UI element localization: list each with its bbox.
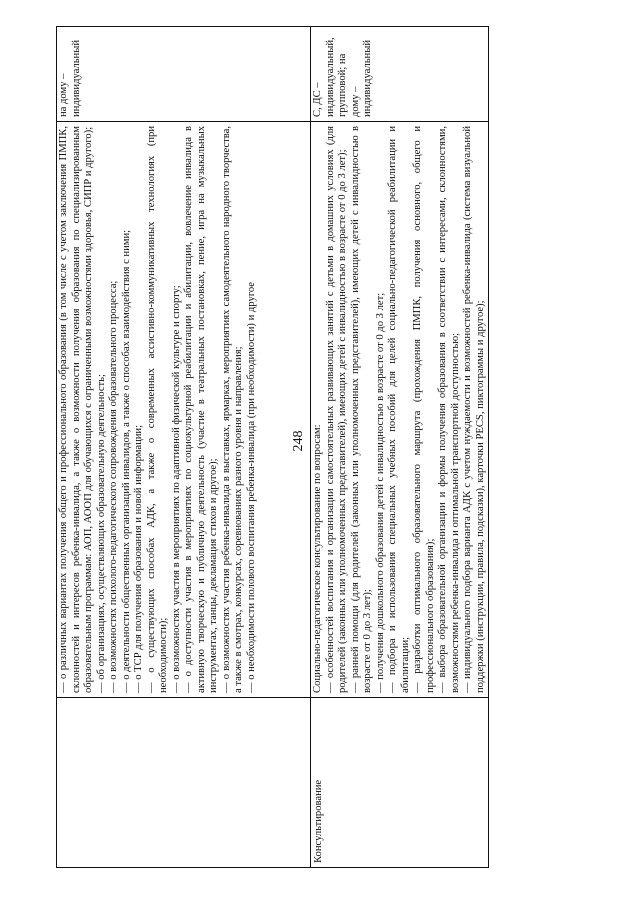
category-cell: Консультирование (311, 698, 489, 868)
content-line: — выбора образовательной организации и формы получения образования в соответствии с интересами, склонностями, возможностями ребенка-инвалида и оптимальной транспортной доступностью; (437, 126, 461, 693)
content-cell (311, 122, 489, 698)
content-line: — разработки оптимального образовательного маршрута (прохождения ПМПК, получения основного, общего и профессионального образования); (412, 126, 436, 693)
content-line: — о возможностях участия в мероприятиях по адаптивной физической культуре и спорту; (170, 285, 182, 693)
content-line: — о существующих способах АДК, а также о современных ассистивно-коммуникативных технологиях (при необходимости); (145, 126, 169, 693)
content-line: — о различных вариантах получения общего и профессионального образования (в том числе с учетом заключения ПМПК, склонностей и интересов ребенка-инвалида, а также о возможности получения образования по специализированным образовательным программам: АОП, АООП для обучающихся с ограниченными возможностями здоровья, СИПР и другого); (58, 126, 94, 693)
table-row (311, 27, 489, 868)
content-line: Социально-педагогическое консультирование по вопросам: (312, 424, 323, 693)
rotated-table-container (56, 26, 486, 868)
services-table (56, 26, 489, 868)
content-line: — о возможностях психолого-педагогического сопровождения образовательного процесса; (108, 280, 119, 693)
category-cell (57, 698, 311, 868)
content-line: — индивидуального подбора варианта АДК с учетом нуждаемости и возможностей ребенка-инвалида (система визуальной поддержки (инструкции, правила, подсказки), карточки PECS, пиктограммы и другое); (462, 126, 486, 693)
content-line: — об организациях, осуществляющих образовательную деятельность; (95, 374, 107, 693)
content-line: — о доступности участия в мероприятиях по социокультурной реабилитации и абилитации, вовлечение инвалида в активную творческую и публичную деятельность (участие в театральных постановках, пение, игра на музыкальных инструментах, танцы, декламация стихов и другое); (183, 126, 219, 693)
content-line: — о ТСР для получения образования и новой информации; (133, 424, 144, 693)
page-number: 248 (291, 430, 306, 452)
content-line: — подбора и использования специальных учебных пособий для целей социально-педагогической реабилитации и абилитации; (387, 126, 411, 693)
table-row (57, 27, 311, 868)
content-cell (57, 122, 311, 698)
content-line: — ранней помощи (для родителей (законных или уполномоченных представителей), имеющих детей с инвалидностью в возрасте от 0 до 3 лет); (349, 126, 373, 693)
content-line: — о возможностях участия ребенка-инвалида в выставках, ярмарках, мероприятиях самодеятельного народного творчества, а также в смотрах, конкурсах, соревнованиях разного уровня и направления; (220, 126, 244, 693)
content-line: — получения дошкольного образования детей с инвалидностью в возрасте от 0 до 3 лет; (374, 292, 386, 693)
content-line: — о деятельности общественных организаций инвалидов, а также о способах взаимодействия с ними; (120, 229, 132, 693)
form-cell: на дому – индивидуальный (57, 27, 311, 122)
content-line: — о необходимости полового воспитания ребенка-инвалида (при необходимости) и другое (245, 282, 257, 693)
content-line: — особенностей воспитания и организации самостоятельных развивающих занятий с детьми в домашних условиях (для родителей (законных или уполномоченных представителей), имеющих детей с инвалидностью в возрасте от 0 до 3 лет); (324, 126, 348, 693)
form-cell: С, ДС – индивидуальный, групповой; на дому – индивидуальный (311, 27, 489, 122)
